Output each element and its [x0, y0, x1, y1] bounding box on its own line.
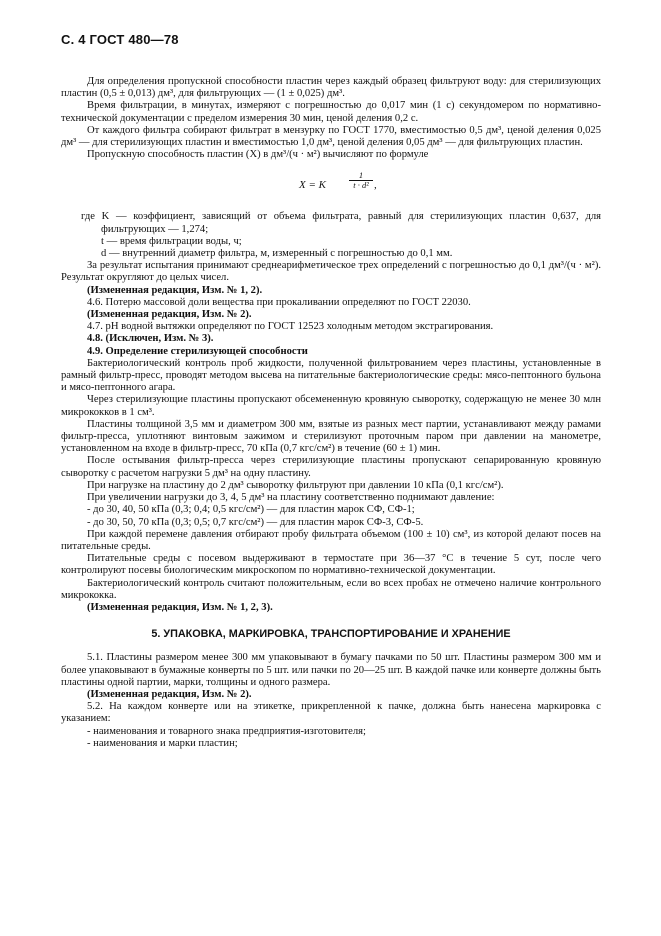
clause-4-9-title: 4.9. Определение стерилизующей способности — [87, 345, 308, 357]
paragraph-plates-setup: Пластины толщиной 3,5 мм и диаметром 300 мм, взятые из разных мест партии, устанавливают между рамами фильтр-пресса, уплотняют винтовым зажимом и стерилизуют проточным паром при давлении на манометре, установленном на входе в фильтр-пресс, 70 кПа (0,7 кгс/см²) в течение (60 ± 1) мин. — [61, 418, 601, 455]
marking-item-2: - наименования и марки пластин; — [87, 737, 238, 749]
where-k: где K — коэффициент, зависящий от объема фильтрата, равный для стерилизующих пластин 0,637, для фильтрующих — 1,274; — [81, 211, 601, 235]
clause-4-6: 4.6. Потерю массовой доли вещества при прокаливании определяют по ГОСТ 22030. — [87, 296, 471, 308]
paragraph-sampling: При каждой перемене давления отбирают пробу фильтрата объемом (100 ± 10) см³, из которой делают посев на питательные среды. — [61, 528, 601, 552]
paragraph-result: За результат испытания принимают среднеарифметическое трех определений с погрешностью до 0,1 дм³/(ч · м²). Результат округляют до целых чисел. — [61, 260, 601, 284]
where-d: d — внутренний диаметр фильтра, м, измеренный с погрешностью до 0,1 мм. — [101, 248, 453, 260]
pressure-item-1: - до 30, 40, 50 кПа (0,3; 0,4; 0,5 кгс/см²) — для пластин марок СФ, СФ-1; — [87, 504, 415, 516]
clause-5-1: 5.1. Пластины размером менее 300 мм упаковывают в бумагу пачками по 50 шт. Пластины размером 300 мм и более упаковывают в бумажные конверты по 5 шт. или пачки по 20—25 шт. В каждой пачке или конверте должны быть пластины одной партии, марки, толщины и одного размера. — [61, 652, 601, 688]
paragraph-filtrate-collection: От каждого фильтра собирают фильтрат в мензурку по ГОСТ 1770, вместимостью 0,5 дм³, ценой деления 0,025 дм³ — для стерилизующих пластин и вместимостью 1,0 дм³, ценой деления 0,05 дм³ — для фильтрующих пластин. — [61, 124, 601, 149]
section-5-title: 5. УПАКОВКА, МАРКИРОВКА, ТРАНСПОРТИРОВАНИЕ И ХРАНЕНИЕ — [151, 628, 511, 641]
formula-tail: , — [374, 179, 377, 192]
edit-note-3: (Измененная редакция, Изм. № 1, 2, 3). — [87, 601, 273, 613]
pressure-item-2: - до 30, 50, 70 кПа (0,3; 0,5; 0,7 кгс/см²) — для пластин марок СФ-3, СФ-5. — [87, 516, 424, 528]
clause-4-7: 4.7. pH водной вытяжки определяют по ГОСТ 12523 холодным методом экстрагирования. — [87, 321, 494, 333]
formula-numerator: 1 — [349, 171, 373, 181]
paragraph-positive-control: Бактериологический контроль считают положительным, если во всех пробах не отмечено наличие контрольного микрококка. — [61, 577, 601, 601]
page-header: С. 4 ГОСТ 480—78 — [61, 32, 179, 47]
paragraph-filtration-time: Время фильтрации, в минутах, измеряют с погрешностью до 0,017 мин (1 с) секундомером по нормативно-технической документации с пределом измерения 30 мин, ценой деления 0,2 с. — [61, 100, 601, 124]
paragraph-cooling: После остывания фильтр-пресса через стерилизующие пластины пропускают сепарированную кровяную сыворотку с расчетом нагрузки 5 дм³ на одну пластину. — [61, 455, 601, 479]
paragraph-load-2: При нагрузке на пластину до 2 дм³ сыворотку фильтруют при давлении 10 кПа (0,1 кгс/см²). — [87, 479, 504, 491]
throughput-formula — [61, 171, 601, 203]
edit-note-2: (Измененная редакция, Изм. № 2). — [87, 309, 252, 321]
edit-note-1: (Измененная редакция, Изм. № 1, 2). — [87, 284, 263, 296]
paragraph-water-volume: Для определения пропускной способности пластин через каждый образец фильтруют воду: для стерилизующих пластин (0,5 ± 0,013) дм³, для фильтрующих — (1 ± 0,025) дм³. — [61, 76, 601, 100]
document-body — [61, 76, 601, 750]
where-t: t — время фильтрации воды, ч; — [101, 235, 242, 247]
paragraph-thermostat: Питательные среды с посевом выдерживают в термостате при 36—37 °С в течение 5 сут, после чего контролируют посевы биологическим микроскопом по нормативно-технической документации. — [61, 553, 601, 577]
paragraph-serum: Через стерилизующие пластины пропускают обсемененную кровяную сыворотку, содержащую не менее 30 млн микрококков в 1 см³. — [61, 394, 601, 418]
clause-5-2: 5.2. На каждом конверте или на этикетке, прикрепленной к пачке, должна быть нанесена маркировка с указанием: — [61, 701, 601, 725]
paragraph-load-increase: При увеличении нагрузки до 3, 4, 5 дм³ на пластину соответственно поднимают давление: — [87, 492, 495, 504]
paragraph-bacteriological-control: Бактериологический контроль проб жидкости, полученной фильтрованием через пластины, установленные в рамный фильтр-пресс, проводят методом высева на питательные бактериологические среды: мясо-пептонного бульона и мясо-пептонного агара. — [61, 357, 601, 394]
formula-lhs: X = K — [299, 179, 326, 192]
formula-denominator: t · d² — [353, 180, 369, 191]
paragraph-formula-intro: Пропускную способность пластин (X) в дм³/(ч · м²) вычисляют по формуле — [87, 149, 429, 161]
formula-fraction — [349, 171, 373, 190]
marking-item-1: - наименования и товарного знака предприятия-изготовителя; — [87, 725, 366, 737]
clause-4-8: 4.8. (Исключен, Изм. № 3). — [87, 333, 214, 345]
edit-note-4: (Измененная редакция, Изм. № 2). — [87, 688, 252, 700]
